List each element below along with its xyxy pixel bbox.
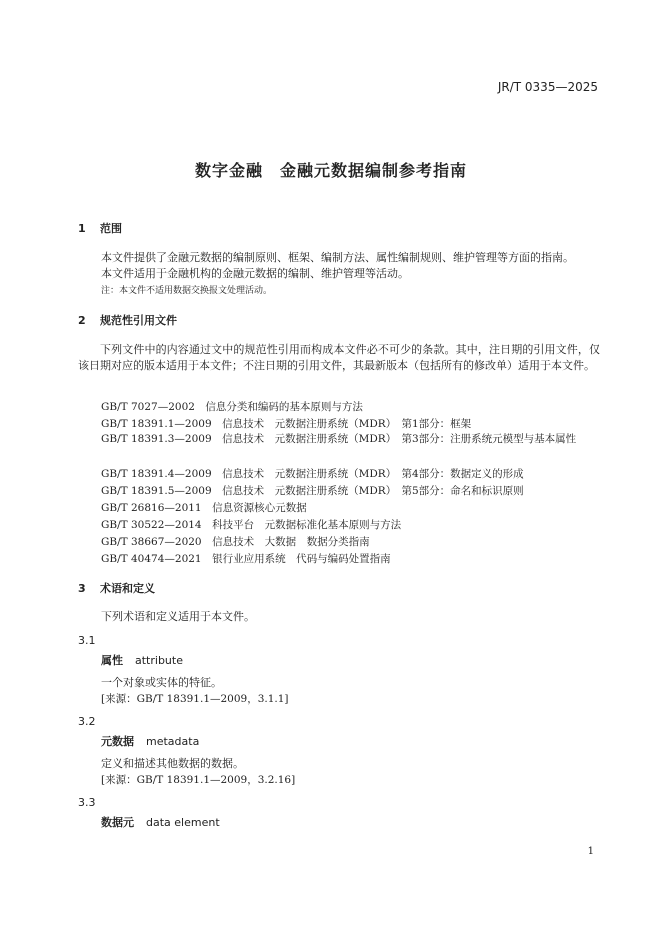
section-3-title: 术语和定义 xyxy=(100,582,155,595)
term-name-zh: 数据元 xyxy=(101,816,134,829)
section-2-heading xyxy=(78,312,177,328)
section-1-note: 注：本文件不适用数据交换报文处理活动。 xyxy=(101,286,273,296)
term-name xyxy=(101,814,220,830)
reference-item: GB/T 38667—2020 信息技术 大数据 数据分类指南 xyxy=(101,536,370,548)
section-1-paragraph-1: 本文件提供了金融元数据的编制原则、框架、编制方法、属性编制规则、维护管理等方面的指南。 xyxy=(101,251,574,264)
term-source: [来源：GB/T 18391.1—2009，3.2.16] xyxy=(101,774,296,786)
section-1-heading xyxy=(78,220,122,236)
section-3-number: 3 xyxy=(78,582,86,595)
reference-item: GB/T 26816—2011 信息资源核心元数据 xyxy=(101,502,307,514)
reference-item: GB/T 18391.4—2009 信息技术 元数据注册系统（MDR） 第4部分：数据定义的形成 xyxy=(101,468,524,480)
reference-item: GB/T 30522—2014 科技平台 元数据标准化基本原则与方法 xyxy=(101,519,402,531)
term-source: [来源：GB/T 18391.1—2009，3.1.1] xyxy=(101,693,289,705)
section-2-intro: 下列文件中的内容通过文中的规范性引用而构成本文件必不可少的条款。其中，注日期的引用文件，仅该日期对应的版本适用于本文件；不注日期的引用文件，其最新版本（包括所有的修改单）适用于本文件。 xyxy=(78,343,600,372)
term-name-en: data element xyxy=(146,816,220,829)
section-3-heading xyxy=(78,580,155,596)
term-name-en: metadata xyxy=(146,735,200,748)
reference-item: GB/T 18391.5—2009 信息技术 元数据注册系统（MDR） 第5部分：命名和标识原则 xyxy=(101,485,524,497)
section-1-title: 范围 xyxy=(100,222,122,235)
term-definition: 定义和描述其他数据的数据。 xyxy=(101,757,244,770)
reference-item: GB/T 7027—2002 信息分类和编码的基本原则与方法 xyxy=(101,401,363,413)
document-title: 数字金融 金融元数据编制参考指南 xyxy=(194,161,467,180)
reference-item: GB/T 18391.1—2009 信息技术 元数据注册系统（MDR） 第1部分：框架 xyxy=(101,418,472,430)
reference-item: GB/T 40474—2021 银行业应用系统 代码与编码处置指南 xyxy=(101,553,391,565)
term-number: 3.2 xyxy=(78,715,96,728)
term-name xyxy=(101,733,199,749)
section-3-intro: 下列术语和定义适用于本文件。 xyxy=(101,610,255,623)
section-1-paragraph-2: 本文件适用于金融机构的金融元数据的编制、维护管理等活动。 xyxy=(101,267,409,280)
term-name-en: attribute xyxy=(135,654,183,667)
term-name-zh: 元数据 xyxy=(101,735,134,748)
document-code: JR/T 0335—2025 xyxy=(497,80,598,94)
page-number: 1 xyxy=(587,846,594,857)
term-name xyxy=(101,652,183,668)
term-name-zh: 属性 xyxy=(101,654,123,667)
term-number: 3.1 xyxy=(78,634,96,647)
term-number: 3.3 xyxy=(78,796,96,809)
section-1-number: 1 xyxy=(78,222,86,235)
term-definition: 一个对象或实体的特征。 xyxy=(101,676,222,689)
section-2-number: 2 xyxy=(78,314,86,327)
section-2-title: 规范性引用文件 xyxy=(100,314,177,327)
reference-item: GB/T 18391.3—2009 信息技术 元数据注册系统（MDR） 第3部分：注册系统元模型与基本属性 xyxy=(101,433,577,445)
